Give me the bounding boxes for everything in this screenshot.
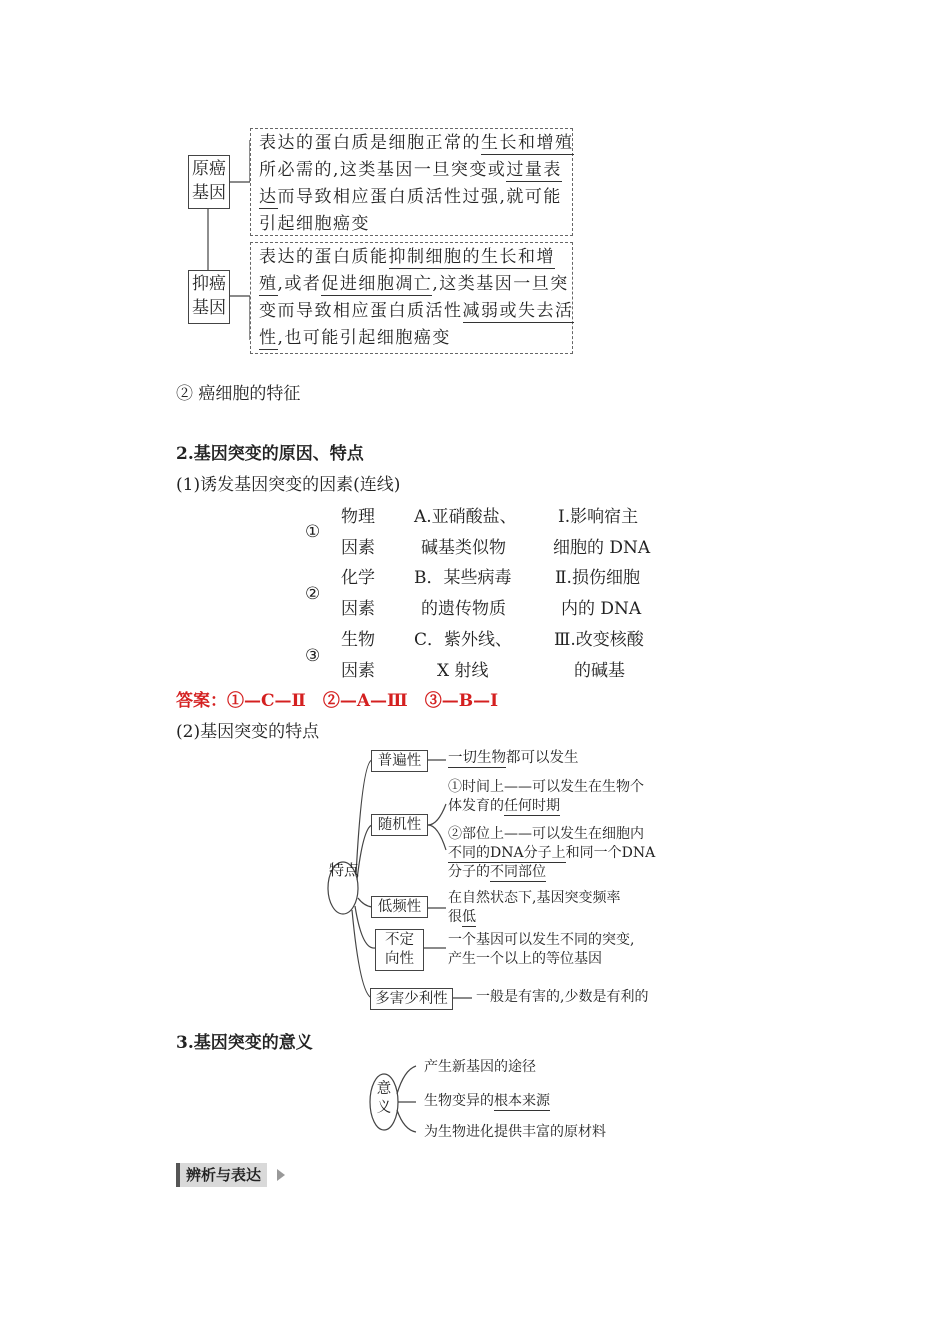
factor-num: ③ xyxy=(305,646,321,666)
factor-item: 的遗传物质 xyxy=(421,599,506,619)
low-frequency-box: 低频性 xyxy=(371,896,428,918)
significance-item: 产生新基因的途径 xyxy=(424,1059,536,1075)
section2-sub1: (1)诱发基因突变的因素(连线) xyxy=(176,475,401,495)
harmful-box: 多害少利性 xyxy=(370,988,453,1010)
factor-type: 因素 xyxy=(341,661,375,681)
proto-oncogene-description: 表达的蛋白质是细胞正常的生长和增殖 所必需的,这类基因一旦突变或过量表 达而导致相应蛋白质活性过强,就可能 引起细胞癌变 xyxy=(250,128,573,236)
factor-effect: Ⅲ.改变核酸 xyxy=(554,630,644,650)
factor-num: ② xyxy=(305,584,321,604)
analysis-banner: 辨析与表达 xyxy=(176,1163,267,1187)
factor-type: 物理 xyxy=(341,507,375,527)
significance-item: 生物变异的根本来源 xyxy=(424,1093,550,1109)
tumor-suppressor-label: 抑癌基因 xyxy=(188,270,230,324)
section3-title: 3.基因突变的意义 xyxy=(176,1033,313,1053)
banner-arrow-icon xyxy=(277,1169,285,1181)
nondirectional-text: 一个基因可以发生不同的突变, 产生一个以上的等位基因 xyxy=(448,932,635,967)
factor-num: ① xyxy=(305,522,321,542)
proto-oncogene-label: 原癌基因 xyxy=(188,155,230,209)
factor-effect: Ⅱ.损伤细胞 xyxy=(555,568,640,588)
significance-center: 意 义 xyxy=(376,1081,392,1116)
factor-effect: 内的 DNA xyxy=(561,599,642,619)
tumor-suppressor-description: 表达的蛋白质能抑制细胞的生长和增 殖,或者促进细胞凋亡,这类基因一旦突 变而导致相应蛋白质活性减弱或失去活 性,也可能引起细胞癌变 xyxy=(250,242,573,354)
factor-item: 碱基类似物 xyxy=(421,538,506,558)
universality-text: 一切生物都可以发生 xyxy=(448,750,579,766)
section2-title: 2.基因突变的原因、特点 xyxy=(176,444,364,464)
low-frequency-text: 在自然状态下,基因突变频率 很低 xyxy=(448,890,621,925)
factor-effect: 细胞的 DNA xyxy=(553,538,651,558)
answer-line: 答案：①—C—Ⅱ ②—A—Ⅲ ③—B—Ⅰ xyxy=(176,691,499,711)
factor-type: 因素 xyxy=(341,538,375,558)
nondirectional-box: 不定 向性 xyxy=(375,929,424,971)
factor-item: C．紫外线、 xyxy=(414,630,513,650)
factor-type: 生物 xyxy=(341,630,375,650)
randomness-box: 随机性 xyxy=(371,814,428,836)
factor-type: 因素 xyxy=(341,599,375,619)
harmful-text: 一般是有害的,少数是有利的 xyxy=(476,989,649,1005)
factor-type: 化学 xyxy=(341,568,375,588)
cancer-cell-features: ② 癌细胞的特征 xyxy=(176,384,301,404)
universality-box: 普遍性 xyxy=(371,750,428,772)
factor-item: A.亚硝酸盐、 xyxy=(414,507,517,527)
section2-sub2: (2)基因突变的特点 xyxy=(176,722,320,742)
significance-item: 为生物进化提供丰富的原材料 xyxy=(424,1124,606,1140)
factor-item: B．某些病毒 xyxy=(414,568,512,588)
factor-effect: Ⅰ.影响宿主 xyxy=(558,507,639,527)
factor-item: X 射线 xyxy=(437,661,489,681)
factor-effect: 的碱基 xyxy=(574,661,625,681)
randomness-text: ①时间上——可以发生在生物个 体发育的任何时期 ②部位上——可以发生在细胞内 不同的DNA分子上和同一个DNA 分子的不同部位 xyxy=(448,779,656,880)
mindmap-center: 特点 xyxy=(329,861,360,879)
